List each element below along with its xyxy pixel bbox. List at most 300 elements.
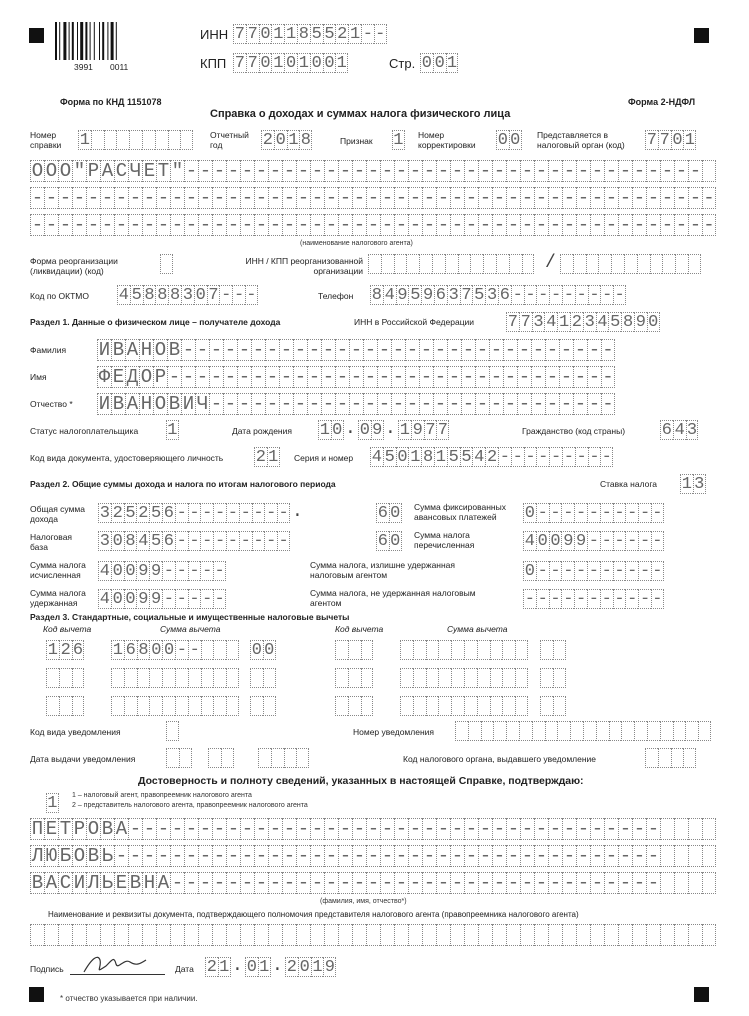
char-cell: И (182, 393, 195, 415)
char-cell: - (297, 845, 310, 867)
deduction-code-4[interactable] (335, 640, 373, 660)
char-cell: - (199, 214, 212, 236)
sum-header-left: Сумма вычета (160, 624, 221, 634)
char-cell: - (364, 366, 377, 388)
deduction-code-1[interactable] (46, 640, 84, 660)
char-cell: - (563, 845, 576, 867)
char-cell (116, 130, 129, 150)
char-cell: - (278, 531, 289, 551)
char-cell (156, 924, 170, 946)
char-cell (419, 254, 432, 274)
char-cell: - (311, 214, 324, 236)
char-cell: - (423, 160, 436, 182)
char-cell: - (591, 845, 604, 867)
notice-org-cells[interactable] (645, 748, 696, 768)
char-cell: - (199, 187, 212, 209)
rate-cells[interactable] (680, 474, 706, 494)
char-cell: - (283, 160, 296, 182)
corr-cells[interactable] (496, 130, 522, 150)
char-cell: 0 (434, 53, 445, 73)
notwithheld-cells[interactable] (523, 589, 664, 609)
char-cell (609, 721, 622, 741)
char-cell: - (518, 366, 531, 388)
char-cell: - (576, 285, 587, 305)
char-cell: 4 (99, 561, 110, 581)
signer-name-cells[interactable] (30, 845, 716, 867)
name-label: Имя (30, 372, 47, 382)
char-cell (258, 748, 271, 768)
date-day-cells[interactable] (205, 957, 231, 977)
char-cell: - (214, 589, 225, 609)
char-cell: - (605, 872, 618, 894)
rate-label: Ставка налога (600, 479, 658, 489)
deduction-code-5[interactable] (335, 668, 373, 688)
char-cell: - (157, 214, 170, 236)
char-cell: 0 (151, 640, 162, 660)
barcode-bar (59, 22, 60, 60)
char-cell: - (297, 818, 310, 840)
char-cell: - (493, 187, 506, 209)
char-cell: - (241, 872, 254, 894)
char-cell (515, 668, 528, 688)
char-cell (59, 668, 72, 688)
char-cell: - (227, 531, 238, 551)
char-cell: - (311, 872, 324, 894)
reorg-cells[interactable] (160, 254, 173, 274)
char-cell: 1 (112, 640, 123, 660)
char-cell: 1 (336, 53, 347, 73)
agent-name-line-2[interactable] (30, 187, 716, 209)
char-cell: - (602, 366, 614, 388)
char-cell: 1 (312, 957, 323, 977)
char-cell: 1 (298, 53, 309, 73)
withheld-cells[interactable] (98, 589, 226, 609)
birth-year-cells[interactable] (398, 420, 449, 440)
char-cell: - (574, 393, 587, 415)
char-cell (470, 254, 483, 274)
oktmo-cells[interactable] (117, 285, 258, 305)
phone-cells[interactable] (370, 285, 626, 305)
series-cells[interactable] (370, 447, 613, 467)
person-inn-cells[interactable] (506, 312, 660, 332)
char-cell (310, 924, 324, 946)
org-code-label: Представляется в налоговый орган (код) (537, 130, 625, 150)
char-cell: - (176, 531, 187, 551)
notice-day-cells[interactable] (166, 748, 192, 768)
char-cell: - (577, 214, 590, 236)
char-cell: - (575, 589, 587, 609)
char-cell: Л (31, 845, 44, 867)
char-cell: - (490, 393, 503, 415)
char-cell: - (367, 818, 380, 840)
char-cell (688, 924, 702, 946)
char-cell (179, 748, 192, 768)
char-cell: - (575, 503, 587, 523)
char-cell: - (434, 393, 447, 415)
base-label: Налоговая база (30, 532, 73, 552)
agent-name-line-3[interactable] (30, 214, 716, 236)
corr-label: Номер корректировки (418, 130, 476, 150)
reorg-inn-cells[interactable] (368, 254, 534, 274)
calc-cells[interactable] (98, 561, 226, 581)
char-cell: 4 (546, 312, 557, 332)
char-cell: - (532, 393, 545, 415)
kpp-cells[interactable] (233, 53, 348, 73)
char-cell: 4 (371, 447, 382, 467)
char-cell (560, 254, 573, 274)
char-cell (124, 696, 137, 716)
char-cell (263, 696, 276, 716)
char-cell: - (378, 366, 391, 388)
char-cell (284, 748, 297, 768)
patronymic-label: Отчество * (30, 399, 73, 409)
char-cell: - (353, 872, 366, 894)
reorg-inn-label: ИНН / КПП реорганизованной организации (245, 256, 363, 276)
char-cell: - (423, 818, 436, 840)
char-cell: - (605, 214, 618, 236)
char-cell: О (154, 339, 167, 361)
status-cells[interactable] (166, 420, 179, 440)
char-cell (361, 668, 374, 688)
char-cell: - (549, 872, 562, 894)
char-cell (492, 924, 506, 946)
char-cell: - (353, 214, 366, 236)
char-cell (450, 924, 464, 946)
birth-day-cells[interactable] (318, 420, 344, 440)
fixed-cells[interactable] (523, 503, 664, 523)
char-cell: - (227, 845, 240, 867)
char-cell: - (283, 845, 296, 867)
char-cell: П (31, 818, 44, 840)
char-cell: - (563, 285, 574, 305)
char-cell: - (493, 872, 506, 894)
char-cell: - (176, 561, 187, 581)
char-cell: - (199, 845, 212, 867)
char-cell (634, 721, 647, 741)
char-cell: 5 (324, 24, 335, 44)
agent-name-line-1[interactable] (30, 160, 716, 182)
char-cell: - (202, 561, 213, 581)
char-cell: - (269, 160, 282, 182)
char-cell: Е (112, 366, 125, 388)
char-cell: О (45, 160, 58, 182)
char-cell: 1 (268, 447, 279, 467)
char-cell: - (476, 393, 489, 415)
char-cell: - (493, 214, 506, 236)
char-cell (368, 254, 381, 274)
char-cell: 7 (659, 130, 670, 150)
char-cell (394, 254, 407, 274)
char-cell (213, 668, 226, 688)
char-cell: - (605, 818, 618, 840)
char-cell: - (241, 160, 254, 182)
char-cell: 1 (684, 130, 695, 150)
deduction-code-6[interactable] (335, 696, 373, 716)
char-cell: - (448, 339, 461, 361)
char-cell: 7 (425, 420, 436, 440)
inn-cells[interactable] (233, 24, 387, 44)
authority-doc-cells[interactable] (30, 924, 716, 946)
char-cell: 9 (150, 561, 162, 581)
char-cell: 8 (138, 640, 149, 660)
char-cell: - (238, 339, 251, 361)
signature-scribble[interactable] (80, 950, 150, 978)
char-cell (502, 668, 515, 688)
char-cell: А (101, 160, 114, 182)
char-cell: - (227, 503, 238, 523)
surname-cells[interactable] (97, 339, 615, 361)
char-cell: - (605, 187, 618, 209)
char-cell (477, 668, 490, 688)
char-cell (226, 696, 239, 716)
char-cell: - (336, 339, 349, 361)
barcode-bar (102, 22, 104, 60)
char-cell: - (325, 845, 338, 867)
cert-number-cells[interactable] (78, 130, 193, 150)
char-cell: - (185, 214, 198, 236)
char-cell (188, 668, 201, 688)
char-cell (142, 924, 156, 946)
char-cell: - (129, 845, 142, 867)
signer-patronymic-cells[interactable] (30, 872, 716, 894)
char-cell: - (213, 214, 226, 236)
char-cell (221, 748, 234, 768)
char-cell (422, 924, 436, 946)
char-cell: 0 (112, 531, 123, 551)
char-cell: 5 (311, 24, 322, 44)
year-cells[interactable] (261, 130, 312, 150)
char-cell: 6 (125, 640, 136, 660)
char-cell: - (521, 160, 534, 182)
char-cell: - (199, 872, 212, 894)
char-cell: - (538, 447, 549, 467)
reorg-slash: / (545, 253, 556, 273)
confirm-code-cells[interactable] (46, 793, 59, 813)
deduction-kop-1[interactable] (250, 640, 276, 660)
income-dot: . (292, 502, 303, 522)
char-cell: - (381, 160, 394, 182)
char-cell: - (434, 339, 447, 361)
barcode-bar (63, 22, 66, 60)
char-cell: - (221, 285, 232, 305)
char-cell: - (537, 503, 548, 523)
char-cell: - (185, 160, 198, 182)
char-cell: - (563, 818, 576, 840)
char-cell: - (521, 845, 534, 867)
notice-year-cells[interactable] (258, 748, 309, 768)
char-cell (647, 721, 660, 741)
char-cell: - (339, 160, 352, 182)
char-cell: - (647, 845, 660, 867)
char-cell (570, 721, 583, 741)
birth-month-cells[interactable] (358, 420, 384, 440)
char-cell: - (176, 503, 187, 523)
doc-type-cells[interactable] (254, 447, 280, 467)
base-kop-cells[interactable] (376, 531, 402, 551)
char-cell: - (73, 214, 86, 236)
char-cell: 9 (412, 420, 423, 440)
reorg-kpp-cells[interactable] (560, 254, 701, 274)
deduction-sum-3[interactable] (111, 696, 239, 716)
notice-type-cells[interactable] (166, 721, 179, 741)
char-cell (562, 924, 576, 946)
char-cell: - (406, 393, 419, 415)
char-cell: Ч (196, 393, 209, 415)
deduction-sum-4[interactable] (400, 640, 528, 660)
barcode-bar (99, 22, 100, 60)
char-cell: - (546, 339, 559, 361)
char-cell (674, 845, 688, 867)
barcode-bar (77, 22, 78, 60)
char-cell: 1 (681, 474, 692, 494)
char-cell: - (339, 818, 352, 840)
char-cell: - (591, 214, 604, 236)
char-cell: - (129, 214, 142, 236)
char-cell: - (504, 393, 517, 415)
char-cell (688, 872, 702, 894)
char-cell: - (238, 366, 251, 388)
sign-cells[interactable] (392, 130, 405, 150)
patronymic-cells[interactable] (97, 393, 615, 415)
char-cell: - (420, 339, 433, 361)
char-cell: - (633, 845, 646, 867)
char-cell: - (182, 366, 195, 388)
notwithheld-label: Сумма налога, не удержанная налоговым агентом (310, 588, 476, 608)
char-cell: - (241, 845, 254, 867)
char-cell: - (577, 818, 590, 840)
char-cell: - (689, 160, 702, 182)
char-cell: - (362, 24, 373, 44)
char-cell: - (549, 214, 562, 236)
char-cell: - (189, 561, 200, 581)
deduction-kop-3[interactable] (250, 696, 276, 716)
char-cell: - (537, 561, 548, 581)
org-code-cells[interactable] (645, 130, 696, 150)
char-cell: - (202, 503, 213, 523)
char-cell (408, 924, 422, 946)
name-cells[interactable] (97, 366, 615, 388)
date-month-cells[interactable] (245, 957, 271, 977)
char-cell: Т (59, 818, 72, 840)
deduction-kop-4[interactable] (540, 640, 566, 660)
char-cell: - (224, 366, 237, 388)
char-cell: - (171, 845, 184, 867)
page-cells[interactable] (420, 53, 458, 73)
char-cell: - (479, 845, 492, 867)
char-cell (226, 668, 239, 688)
income-cells[interactable] (98, 503, 290, 523)
char-cell: - (322, 366, 335, 388)
char-cell: - (227, 872, 240, 894)
char-cell (650, 254, 663, 274)
char-cell: - (563, 872, 576, 894)
phone-label: Телефон (318, 291, 354, 301)
char-cell: Б (59, 845, 72, 867)
char-cell (271, 748, 284, 768)
char-cell (675, 254, 688, 274)
char-cell: В (168, 393, 181, 415)
char-cell: - (395, 818, 408, 840)
char-cell: - (601, 589, 612, 609)
citizen-cells[interactable] (660, 420, 698, 440)
deduction-code-2[interactable] (46, 668, 84, 688)
char-cell: - (493, 818, 506, 840)
char-cell: Н (140, 339, 153, 361)
char-cell: " (73, 160, 86, 182)
char-cell (483, 254, 496, 274)
char-cell: - (269, 818, 282, 840)
char-cell: - (280, 393, 293, 415)
deduction-sum-2[interactable] (111, 668, 239, 688)
deduction-code-3[interactable] (46, 696, 84, 716)
char-cell: - (437, 845, 450, 867)
char-cell (702, 924, 716, 946)
char-cell: - (465, 187, 478, 209)
char-cell: - (451, 187, 464, 209)
char-cell: - (602, 285, 613, 305)
char-cell: - (339, 214, 352, 236)
barcode-bar (107, 22, 108, 60)
deduction-kop-5[interactable] (540, 668, 566, 688)
char-cell: - (462, 339, 475, 361)
char-cell: 1 (273, 53, 284, 73)
char-cell: - (283, 872, 296, 894)
char-cell: 0 (285, 53, 297, 73)
char-cell: - (280, 339, 293, 361)
kpp-label: КПП (200, 56, 227, 71)
notice-num-cells[interactable] (455, 721, 711, 741)
paid-cells[interactable] (523, 531, 664, 551)
char-cell: 3 (533, 312, 544, 332)
char-cell (400, 668, 413, 688)
char-cell (468, 721, 481, 741)
char-cell: О (59, 160, 72, 182)
char-cell: - (639, 589, 651, 609)
date-year-cells[interactable] (285, 957, 336, 977)
char-cell: - (627, 531, 638, 551)
char-cell: Е (45, 818, 58, 840)
char-cell: - (507, 160, 520, 182)
char-cell: - (308, 393, 321, 415)
deduction-sum-6[interactable] (400, 696, 528, 716)
deduction-kop-2[interactable] (250, 668, 276, 688)
char-cell: - (210, 366, 223, 388)
deduction-sum-1[interactable] (111, 640, 239, 660)
char-cell: - (336, 393, 349, 415)
char-cell (540, 640, 553, 660)
deduction-kop-6[interactable] (540, 696, 566, 716)
char-cell: 1 (435, 447, 446, 467)
char-cell (184, 924, 198, 946)
char-cell: - (210, 339, 223, 361)
base-cells[interactable] (98, 531, 290, 551)
char-cell: - (601, 531, 612, 551)
char-cell: 7 (234, 53, 245, 73)
excess-cells[interactable] (523, 561, 664, 581)
notice-month-cells[interactable] (208, 748, 234, 768)
char-cell: - (367, 160, 380, 182)
char-cell: - (476, 366, 489, 388)
page-title: Справка о доходах и суммах налога физического лица (210, 108, 511, 120)
char-cell: - (45, 214, 58, 236)
deduction-sum-5[interactable] (400, 668, 528, 688)
signer-surname-cells[interactable] (30, 818, 716, 840)
income-kop-cells[interactable] (376, 503, 402, 523)
char-cell: - (479, 187, 492, 209)
char-cell: 2 (255, 447, 266, 467)
char-cell: - (601, 561, 612, 581)
char-cell: - (546, 366, 559, 388)
